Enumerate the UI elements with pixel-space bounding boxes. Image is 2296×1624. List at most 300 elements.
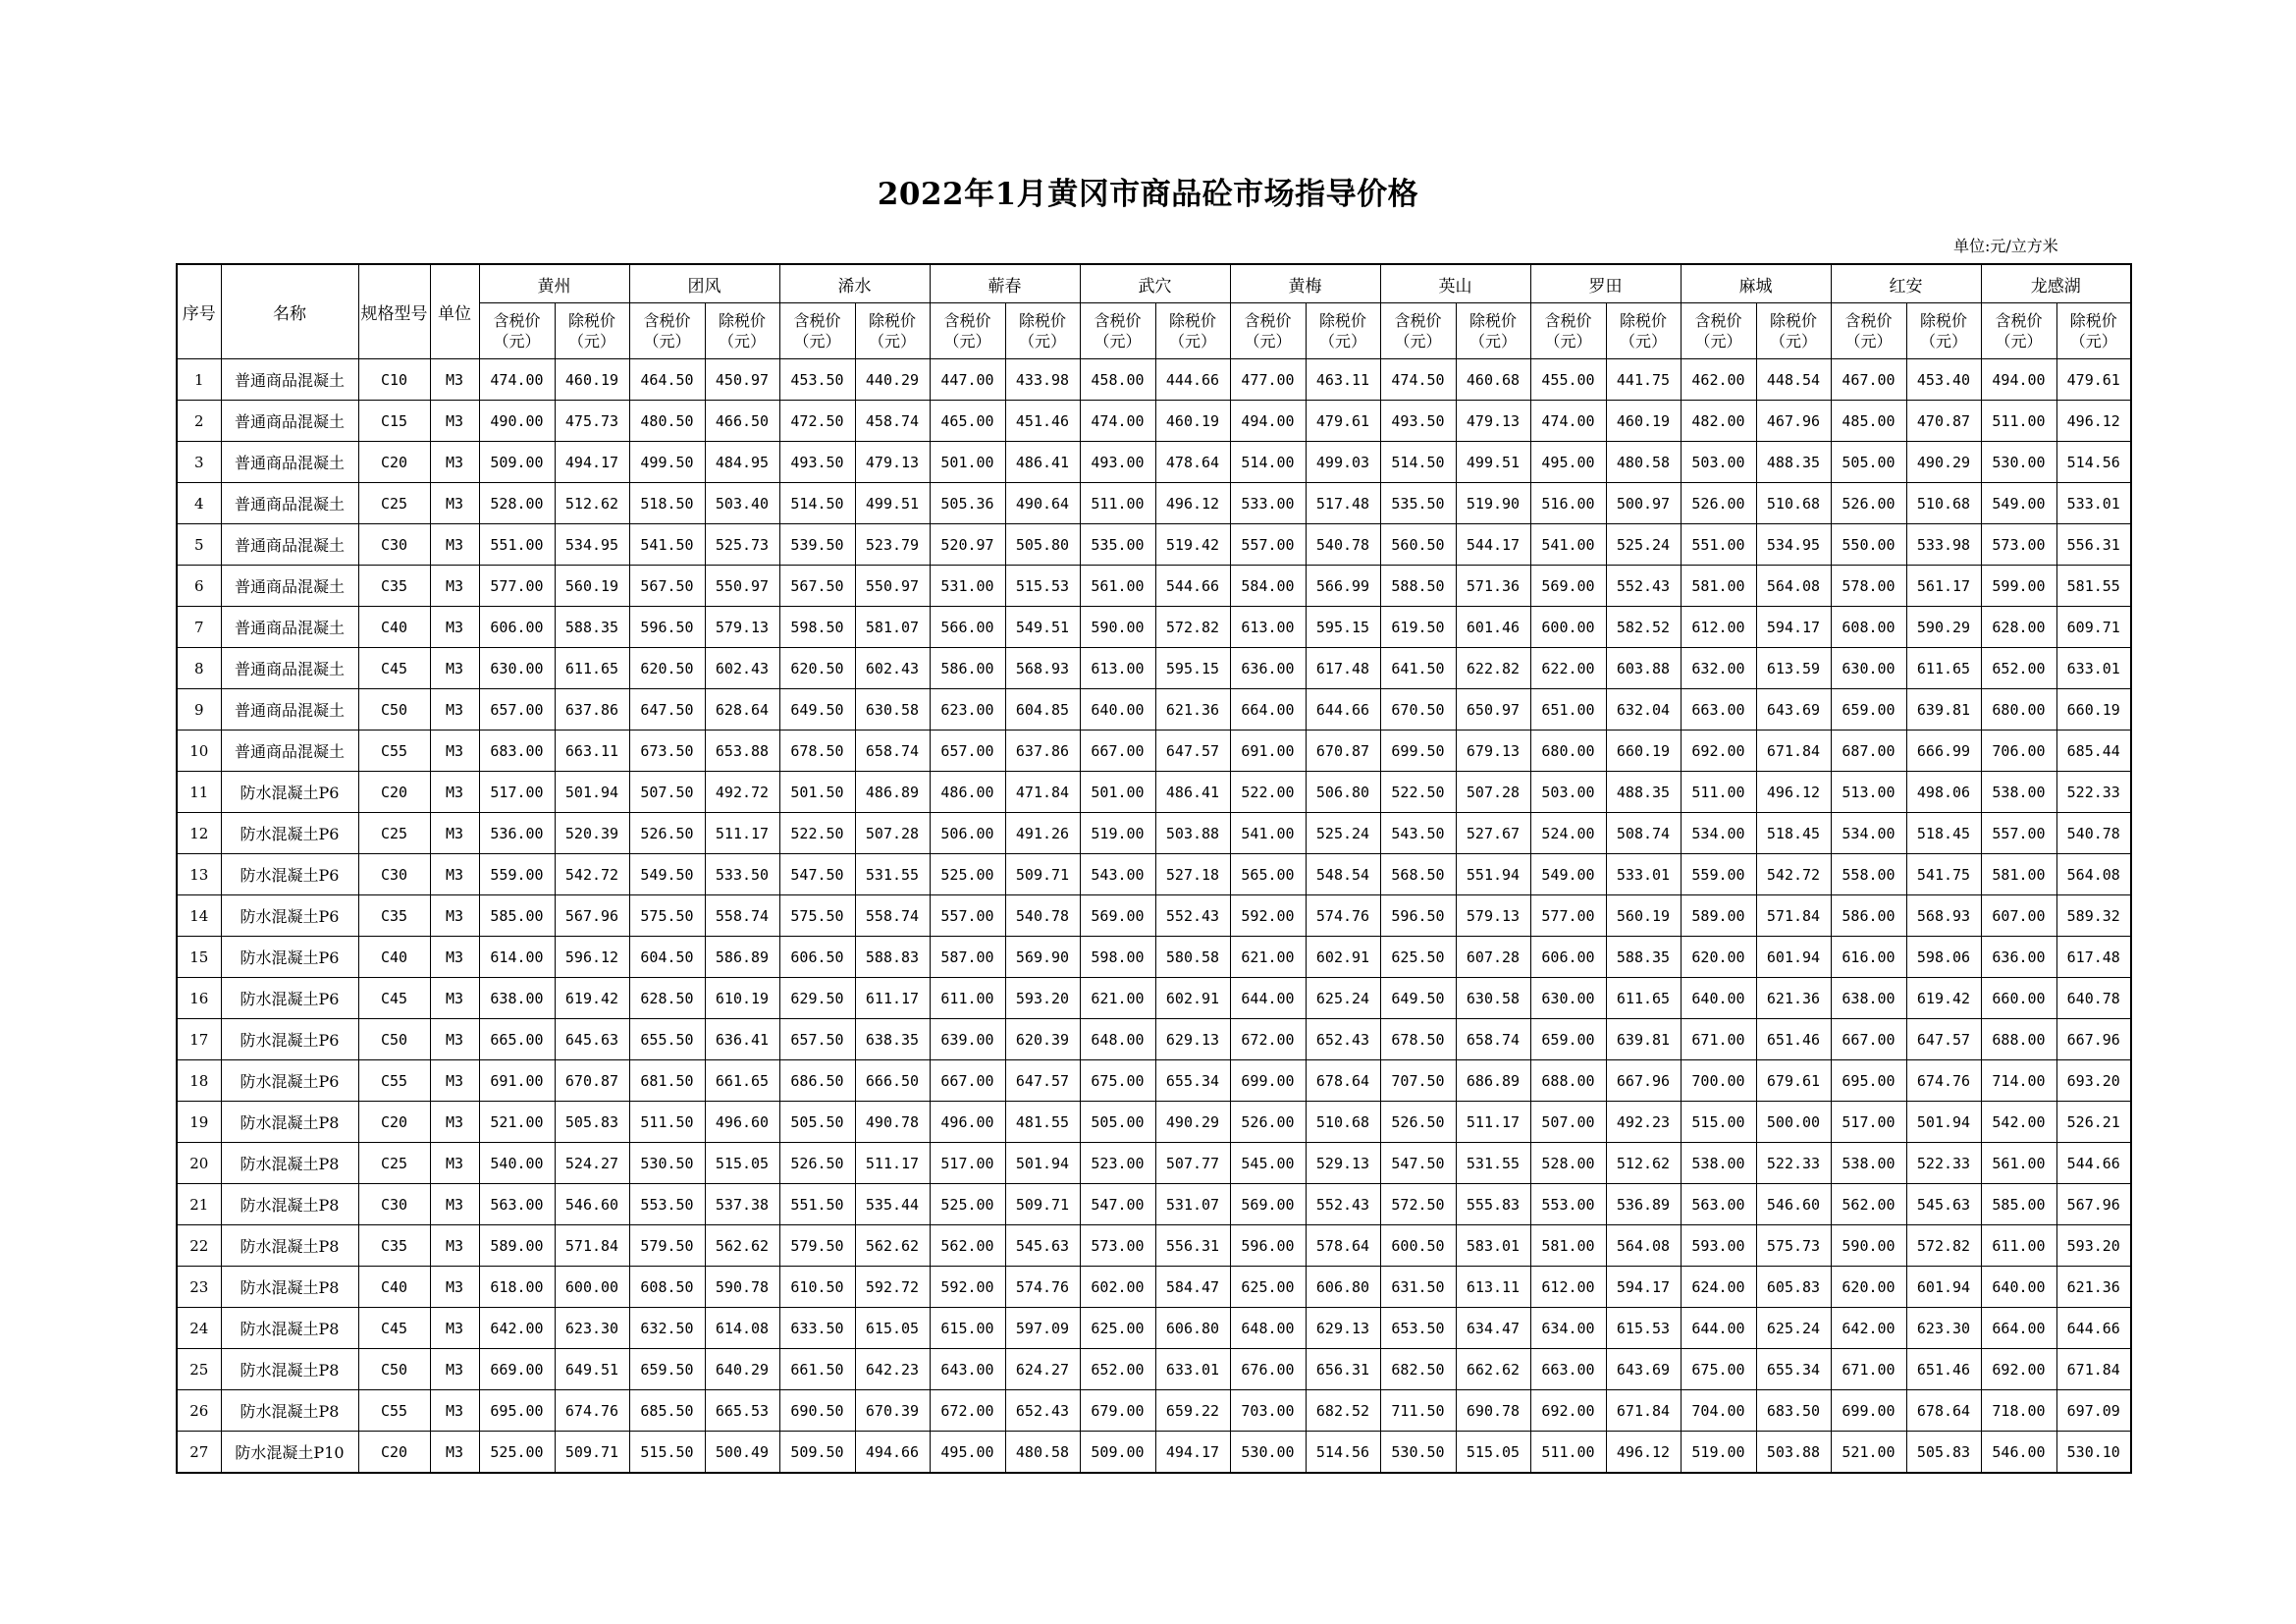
region-header: 黄梅: [1230, 264, 1380, 303]
cell-price-with-tax: 530.00: [1230, 1432, 1306, 1474]
cell-price-without-tax: 501.94: [1005, 1143, 1080, 1184]
cell-price-without-tax: 494.17: [555, 442, 629, 483]
cell-price-with-tax: 598.50: [779, 607, 855, 648]
price-table: [176, 263, 2132, 1474]
cell-price-without-tax: 658.74: [855, 731, 930, 772]
header-name: 名称: [221, 264, 358, 359]
cell-price-with-tax: 624.00: [1681, 1267, 1756, 1308]
cell-price-with-tax: 480.50: [629, 401, 705, 442]
cell-price-with-tax: 669.00: [479, 1349, 555, 1390]
cell-price-without-tax: 671.84: [1606, 1390, 1681, 1432]
table-row: [177, 1019, 2131, 1060]
table-row: [177, 978, 2131, 1019]
cell-spec: C30: [358, 1184, 430, 1225]
cell-spec: C45: [358, 978, 430, 1019]
cell-spec: C35: [358, 895, 430, 937]
cell-price-without-tax: 488.35: [1756, 442, 1831, 483]
cell-price-without-tax: 594.17: [1606, 1267, 1681, 1308]
cell-name: 防水混凝土P8: [221, 1143, 358, 1184]
cell-price-without-tax: 500.97: [1606, 483, 1681, 524]
cell-price-with-tax: 692.00: [1981, 1349, 2056, 1390]
cell-spec: C50: [358, 689, 430, 731]
table-row: [177, 566, 2131, 607]
cell-price-with-tax: 652.00: [1080, 1349, 1155, 1390]
cell-price-with-tax: 549.50: [629, 854, 705, 895]
cell-price-without-tax: 620.39: [1005, 1019, 1080, 1060]
cell-name: 普通商品混凝土: [221, 442, 358, 483]
cell-price-with-tax: 692.00: [1530, 1390, 1606, 1432]
region-header: 团风: [629, 264, 779, 303]
cell-unit: M3: [430, 895, 479, 937]
cell-price-with-tax: 575.50: [779, 895, 855, 937]
cell-price-without-tax: 496.12: [1756, 772, 1831, 813]
cell-price-with-tax: 665.00: [479, 1019, 555, 1060]
header-price-without-tax: 除税价 （元）: [1456, 303, 1530, 359]
cell-price-with-tax: 525.00: [930, 1184, 1005, 1225]
cell-price-with-tax: 493.50: [1380, 401, 1456, 442]
cell-price-without-tax: 603.88: [1606, 648, 1681, 689]
cell-spec: C35: [358, 566, 430, 607]
table-body: [177, 359, 2131, 1474]
cell-price-with-tax: 667.00: [930, 1060, 1005, 1102]
cell-spec: C35: [358, 1225, 430, 1267]
cell-spec: C20: [358, 772, 430, 813]
cell-price-with-tax: 474.00: [1080, 401, 1155, 442]
cell-price-with-tax: 569.00: [1230, 1184, 1306, 1225]
cell-price-with-tax: 618.00: [479, 1267, 555, 1308]
cell-price-without-tax: 697.09: [2056, 1390, 2131, 1432]
header-price-with-tax: 含税价 （元）: [1080, 303, 1155, 359]
header-price-with-tax: 含税价 （元）: [1230, 303, 1306, 359]
cell-price-without-tax: 480.58: [1606, 442, 1681, 483]
cell-price-with-tax: 557.00: [1230, 524, 1306, 566]
cell-price-with-tax: 565.00: [1230, 854, 1306, 895]
cell-price-with-tax: 659.00: [1530, 1019, 1606, 1060]
cell-price-without-tax: 602.43: [855, 648, 930, 689]
cell-price-with-tax: 567.50: [629, 566, 705, 607]
cell-price-with-tax: 545.00: [1230, 1143, 1306, 1184]
cell-price-without-tax: 652.43: [1005, 1390, 1080, 1432]
cell-spec: C25: [358, 483, 430, 524]
cell-price-without-tax: 535.44: [855, 1184, 930, 1225]
cell-name: 防水混凝土P8: [221, 1308, 358, 1349]
cell-price-without-tax: 536.89: [1606, 1184, 1681, 1225]
cell-price-with-tax: 530.00: [1981, 442, 2056, 483]
cell-price-without-tax: 525.73: [705, 524, 779, 566]
cell-price-with-tax: 667.00: [1080, 731, 1155, 772]
cell-price-without-tax: 505.83: [555, 1102, 629, 1143]
cell-price-without-tax: 511.17: [1456, 1102, 1530, 1143]
cell-price-with-tax: 613.00: [1230, 607, 1306, 648]
cell-index: 15: [177, 937, 221, 978]
cell-price-with-tax: 613.00: [1080, 648, 1155, 689]
cell-price-without-tax: 460.68: [1456, 359, 1530, 401]
header-index: 序号: [177, 264, 221, 359]
cell-price-with-tax: 521.00: [479, 1102, 555, 1143]
cell-price-with-tax: 718.00: [1981, 1390, 2056, 1432]
cell-price-with-tax: 623.00: [930, 689, 1005, 731]
cell-price-without-tax: 674.76: [555, 1390, 629, 1432]
table-row: [177, 1432, 2131, 1474]
cell-price-without-tax: 499.51: [855, 483, 930, 524]
cell-price-without-tax: 580.58: [1155, 937, 1230, 978]
table-row: [177, 483, 2131, 524]
cell-price-with-tax: 678.50: [779, 731, 855, 772]
cell-price-without-tax: 615.53: [1606, 1308, 1681, 1349]
cell-price-with-tax: 526.50: [629, 813, 705, 854]
cell-price-with-tax: 507.00: [1530, 1102, 1606, 1143]
cell-unit: M3: [430, 524, 479, 566]
cell-price-without-tax: 479.13: [855, 442, 930, 483]
cell-price-with-tax: 704.00: [1681, 1390, 1756, 1432]
cell-price-without-tax: 583.01: [1456, 1225, 1530, 1267]
cell-price-without-tax: 505.80: [1005, 524, 1080, 566]
cell-price-with-tax: 699.00: [1831, 1390, 1906, 1432]
cell-price-without-tax: 548.54: [1306, 854, 1380, 895]
cell-price-with-tax: 611.00: [1981, 1225, 2056, 1267]
cell-index: 17: [177, 1019, 221, 1060]
cell-price-with-tax: 606.00: [1530, 937, 1606, 978]
cell-price-with-tax: 579.50: [779, 1225, 855, 1267]
cell-price-with-tax: 607.00: [1981, 895, 2056, 937]
cell-price-with-tax: 649.50: [1380, 978, 1456, 1019]
cell-price-with-tax: 573.00: [1981, 524, 2056, 566]
cell-price-without-tax: 601.46: [1456, 607, 1530, 648]
cell-price-without-tax: 586.89: [705, 937, 779, 978]
cell-price-without-tax: 490.29: [1155, 1102, 1230, 1143]
cell-price-without-tax: 542.72: [1756, 854, 1831, 895]
cell-price-with-tax: 474.00: [479, 359, 555, 401]
cell-price-without-tax: 647.57: [1906, 1019, 1981, 1060]
cell-price-without-tax: 606.80: [1306, 1267, 1380, 1308]
cell-price-without-tax: 567.96: [555, 895, 629, 937]
cell-price-with-tax: 453.50: [779, 359, 855, 401]
cell-price-with-tax: 474.00: [1530, 401, 1606, 442]
cell-price-without-tax: 486.89: [855, 772, 930, 813]
cell-price-without-tax: 467.96: [1756, 401, 1831, 442]
cell-price-without-tax: 450.97: [705, 359, 779, 401]
cell-price-with-tax: 621.00: [1230, 937, 1306, 978]
cell-price-with-tax: 647.50: [629, 689, 705, 731]
cell-price-without-tax: 533.98: [1906, 524, 1981, 566]
cell-price-with-tax: 511.00: [1981, 401, 2056, 442]
cell-price-with-tax: 600.50: [1380, 1225, 1456, 1267]
cell-spec: C25: [358, 1143, 430, 1184]
cell-price-with-tax: 629.50: [779, 978, 855, 1019]
cell-price-with-tax: 505.36: [930, 483, 1005, 524]
cell-price-without-tax: 552.43: [1306, 1184, 1380, 1225]
cell-price-without-tax: 458.74: [855, 401, 930, 442]
cell-price-without-tax: 652.43: [1306, 1019, 1380, 1060]
cell-price-without-tax: 649.51: [555, 1349, 629, 1390]
cell-price-without-tax: 640.29: [705, 1349, 779, 1390]
cell-price-without-tax: 678.64: [1306, 1060, 1380, 1102]
cell-price-without-tax: 571.36: [1456, 566, 1530, 607]
cell-price-with-tax: 530.50: [629, 1143, 705, 1184]
cell-price-without-tax: 479.13: [1456, 401, 1530, 442]
cell-index: 20: [177, 1143, 221, 1184]
cell-price-with-tax: 462.00: [1681, 359, 1756, 401]
cell-price-without-tax: 544.17: [1456, 524, 1530, 566]
cell-price-without-tax: 662.62: [1456, 1349, 1530, 1390]
cell-price-with-tax: 577.00: [1530, 895, 1606, 937]
cell-spec: C55: [358, 731, 430, 772]
cell-price-without-tax: 529.13: [1306, 1143, 1380, 1184]
cell-price-with-tax: 657.50: [779, 1019, 855, 1060]
cell-price-with-tax: 619.50: [1380, 607, 1456, 648]
unit-label: 单位:元/立方米: [1953, 237, 2058, 255]
cell-price-without-tax: 611.65: [555, 648, 629, 689]
cell-price-without-tax: 588.83: [855, 937, 930, 978]
cell-price-with-tax: 513.00: [1831, 772, 1906, 813]
cell-price-without-tax: 660.19: [2056, 689, 2131, 731]
cell-price-without-tax: 683.50: [1756, 1390, 1831, 1432]
cell-price-without-tax: 647.57: [1005, 1060, 1080, 1102]
cell-price-without-tax: 506.80: [1306, 772, 1380, 813]
cell-price-with-tax: 505.00: [1831, 442, 1906, 483]
cell-price-with-tax: 606.00: [479, 607, 555, 648]
cell-price-without-tax: 507.77: [1155, 1143, 1230, 1184]
cell-index: 14: [177, 895, 221, 937]
cell-price-with-tax: 620.50: [779, 648, 855, 689]
cell-price-without-tax: 659.22: [1155, 1390, 1230, 1432]
cell-price-without-tax: 611.65: [1906, 648, 1981, 689]
cell-price-with-tax: 464.50: [629, 359, 705, 401]
cell-price-without-tax: 545.63: [1005, 1225, 1080, 1267]
cell-price-without-tax: 647.57: [1155, 731, 1230, 772]
cell-price-without-tax: 499.51: [1456, 442, 1530, 483]
cell-price-without-tax: 581.07: [855, 607, 930, 648]
cell-price-with-tax: 663.00: [1530, 1349, 1606, 1390]
cell-price-with-tax: 659.00: [1831, 689, 1906, 731]
cell-price-without-tax: 610.19: [705, 978, 779, 1019]
cell-price-with-tax: 585.00: [1981, 1184, 2056, 1225]
cell-price-with-tax: 493.00: [1080, 442, 1155, 483]
cell-price-without-tax: 503.88: [1756, 1432, 1831, 1474]
cell-price-with-tax: 557.00: [1981, 813, 2056, 854]
cell-price-with-tax: 706.00: [1981, 731, 2056, 772]
cell-price-without-tax: 633.01: [1155, 1349, 1230, 1390]
cell-name: 普通商品混凝土: [221, 524, 358, 566]
cell-index: 7: [177, 607, 221, 648]
cell-price-with-tax: 599.00: [1981, 566, 2056, 607]
cell-price-without-tax: 490.29: [1906, 442, 1981, 483]
cell-price-without-tax: 621.36: [2056, 1267, 2131, 1308]
cell-price-without-tax: 651.46: [1906, 1349, 1981, 1390]
cell-price-without-tax: 655.34: [1756, 1349, 1831, 1390]
cell-price-with-tax: 538.00: [1831, 1143, 1906, 1184]
cell-price-with-tax: 517.00: [1831, 1102, 1906, 1143]
cell-price-with-tax: 526.00: [1230, 1102, 1306, 1143]
cell-price-without-tax: 544.66: [2056, 1143, 2131, 1184]
table-row: [177, 813, 2131, 854]
table-row: [177, 772, 2131, 813]
cell-price-with-tax: 514.50: [1380, 442, 1456, 483]
cell-price-with-tax: 568.50: [1380, 854, 1456, 895]
cell-price-without-tax: 644.66: [2056, 1308, 2131, 1349]
cell-price-with-tax: 651.00: [1530, 689, 1606, 731]
cell-index: 22: [177, 1225, 221, 1267]
cell-price-without-tax: 556.31: [2056, 524, 2131, 566]
cell-price-with-tax: 586.00: [930, 648, 1005, 689]
cell-price-with-tax: 648.00: [1230, 1308, 1306, 1349]
cell-price-without-tax: 463.11: [1306, 359, 1380, 401]
cell-price-with-tax: 524.00: [1530, 813, 1606, 854]
region-header: 英山: [1380, 264, 1530, 303]
cell-price-without-tax: 537.38: [705, 1184, 779, 1225]
table-row: [177, 1225, 2131, 1267]
cell-price-with-tax: 561.00: [1080, 566, 1155, 607]
cell-price-without-tax: 634.47: [1456, 1308, 1530, 1349]
cell-price-without-tax: 679.61: [1756, 1060, 1831, 1102]
cell-price-without-tax: 501.94: [555, 772, 629, 813]
cell-price-with-tax: 509.50: [779, 1432, 855, 1474]
cell-price-with-tax: 639.00: [930, 1019, 1005, 1060]
cell-price-with-tax: 541.50: [629, 524, 705, 566]
cell-price-with-tax: 549.00: [1530, 854, 1606, 895]
cell-price-without-tax: 523.79: [855, 524, 930, 566]
cell-price-without-tax: 460.19: [1155, 401, 1230, 442]
cell-price-without-tax: 601.94: [1906, 1267, 1981, 1308]
header-price-with-tax: 含税价 （元）: [930, 303, 1005, 359]
cell-price-without-tax: 674.76: [1906, 1060, 1981, 1102]
cell-price-with-tax: 664.00: [1230, 689, 1306, 731]
cell-price-without-tax: 509.71: [1005, 1184, 1080, 1225]
cell-price-with-tax: 608.00: [1831, 607, 1906, 648]
cell-price-without-tax: 470.87: [1906, 401, 1981, 442]
cell-price-without-tax: 534.95: [555, 524, 629, 566]
cell-price-without-tax: 682.52: [1306, 1390, 1380, 1432]
cell-unit: M3: [430, 1349, 479, 1390]
cell-price-without-tax: 448.54: [1756, 359, 1831, 401]
cell-price-with-tax: 547.50: [1380, 1143, 1456, 1184]
cell-price-without-tax: 471.84: [1005, 772, 1080, 813]
cell-price-without-tax: 546.60: [555, 1184, 629, 1225]
cell-price-without-tax: 572.82: [1906, 1225, 1981, 1267]
cell-price-without-tax: 505.83: [1906, 1432, 1981, 1474]
cell-index: 16: [177, 978, 221, 1019]
cell-price-with-tax: 678.50: [1380, 1019, 1456, 1060]
cell-price-without-tax: 633.01: [2056, 648, 2131, 689]
cell-price-with-tax: 596.50: [629, 607, 705, 648]
cell-price-without-tax: 579.13: [1456, 895, 1530, 937]
cell-price-without-tax: 645.63: [555, 1019, 629, 1060]
cell-price-without-tax: 560.19: [555, 566, 629, 607]
cell-price-without-tax: 479.61: [1306, 401, 1380, 442]
cell-price-with-tax: 551.00: [1681, 524, 1756, 566]
cell-price-without-tax: 509.71: [1005, 854, 1080, 895]
cell-price-without-tax: 510.68: [1756, 483, 1831, 524]
cell-price-without-tax: 629.13: [1306, 1308, 1380, 1349]
cell-price-without-tax: 613.59: [1756, 648, 1831, 689]
cell-price-with-tax: 680.00: [1530, 731, 1606, 772]
region-header: 麻城: [1681, 264, 1831, 303]
cell-price-without-tax: 511.17: [705, 813, 779, 854]
cell-price-with-tax: 509.00: [1080, 1432, 1155, 1474]
cell-name: 防水混凝土P8: [221, 1349, 358, 1390]
cell-name: 防水混凝土P8: [221, 1102, 358, 1143]
cell-unit: M3: [430, 359, 479, 401]
cell-price-with-tax: 494.00: [1981, 359, 2056, 401]
table-row: [177, 1308, 2131, 1349]
cell-price-with-tax: 671.00: [1831, 1349, 1906, 1390]
cell-index: 24: [177, 1308, 221, 1349]
header-price-with-tax: 含税价 （元）: [1981, 303, 2056, 359]
cell-price-without-tax: 564.08: [2056, 854, 2131, 895]
cell-price-without-tax: 598.06: [1906, 937, 1981, 978]
cell-price-with-tax: 625.50: [1380, 937, 1456, 978]
cell-price-without-tax: 508.74: [1606, 813, 1681, 854]
cell-price-without-tax: 533.01: [2056, 483, 2131, 524]
cell-price-without-tax: 665.53: [705, 1390, 779, 1432]
cell-price-with-tax: 630.00: [1831, 648, 1906, 689]
cell-price-without-tax: 433.98: [1005, 359, 1080, 401]
cell-spec: C20: [358, 1102, 430, 1143]
cell-price-with-tax: 703.00: [1230, 1390, 1306, 1432]
cell-spec: C20: [358, 1432, 430, 1474]
cell-index: 1: [177, 359, 221, 401]
cell-price-without-tax: 503.40: [705, 483, 779, 524]
cell-price-without-tax: 566.99: [1306, 566, 1380, 607]
cell-price-without-tax: 686.89: [1456, 1060, 1530, 1102]
cell-price-without-tax: 492.23: [1606, 1102, 1681, 1143]
cell-price-with-tax: 632.50: [629, 1308, 705, 1349]
cell-price-without-tax: 621.36: [1756, 978, 1831, 1019]
header-price-with-tax: 含税价 （元）: [1530, 303, 1606, 359]
cell-price-without-tax: 667.96: [2056, 1019, 2131, 1060]
cell-price-with-tax: 699.00: [1230, 1060, 1306, 1102]
cell-price-without-tax: 602.91: [1306, 937, 1380, 978]
cell-price-without-tax: 596.12: [555, 937, 629, 978]
table-row: [177, 359, 2131, 401]
header-price-with-tax: 含税价 （元）: [1380, 303, 1456, 359]
cell-price-without-tax: 617.48: [1306, 648, 1380, 689]
cell-price-with-tax: 575.50: [629, 895, 705, 937]
cell-price-with-tax: 638.00: [479, 978, 555, 1019]
cell-price-with-tax: 543.50: [1380, 813, 1456, 854]
cell-price-with-tax: 551.50: [779, 1184, 855, 1225]
cell-price-without-tax: 542.72: [555, 854, 629, 895]
cell-price-with-tax: 614.00: [479, 937, 555, 978]
cell-price-without-tax: 518.45: [1756, 813, 1831, 854]
cell-price-without-tax: 622.82: [1456, 648, 1530, 689]
cell-spec: C40: [358, 607, 430, 648]
cell-price-with-tax: 643.00: [930, 1349, 1005, 1390]
cell-spec: C50: [358, 1019, 430, 1060]
cell-name: 普通商品混凝土: [221, 483, 358, 524]
cell-price-with-tax: 699.50: [1380, 731, 1456, 772]
header-price-without-tax: 除税价 （元）: [1306, 303, 1380, 359]
cell-price-without-tax: 624.27: [1005, 1349, 1080, 1390]
cell-price-with-tax: 572.50: [1380, 1184, 1456, 1225]
cell-index: 12: [177, 813, 221, 854]
cell-price-with-tax: 557.00: [930, 895, 1005, 937]
cell-price-with-tax: 528.00: [479, 483, 555, 524]
cell-price-with-tax: 503.00: [1681, 442, 1756, 483]
cell-price-without-tax: 440.29: [855, 359, 930, 401]
cell-price-without-tax: 552.43: [1155, 895, 1230, 937]
cell-price-without-tax: 507.28: [1456, 772, 1530, 813]
cell-price-with-tax: 482.00: [1681, 401, 1756, 442]
cell-price-with-tax: 581.00: [1530, 1225, 1606, 1267]
cell-price-without-tax: 494.17: [1155, 1432, 1230, 1474]
cell-price-with-tax: 550.00: [1831, 524, 1906, 566]
cell-price-with-tax: 620.50: [629, 648, 705, 689]
cell-price-without-tax: 630.58: [855, 689, 930, 731]
cell-price-with-tax: 686.50: [779, 1060, 855, 1102]
cell-price-with-tax: 672.00: [1230, 1019, 1306, 1060]
cell-price-without-tax: 512.62: [555, 483, 629, 524]
